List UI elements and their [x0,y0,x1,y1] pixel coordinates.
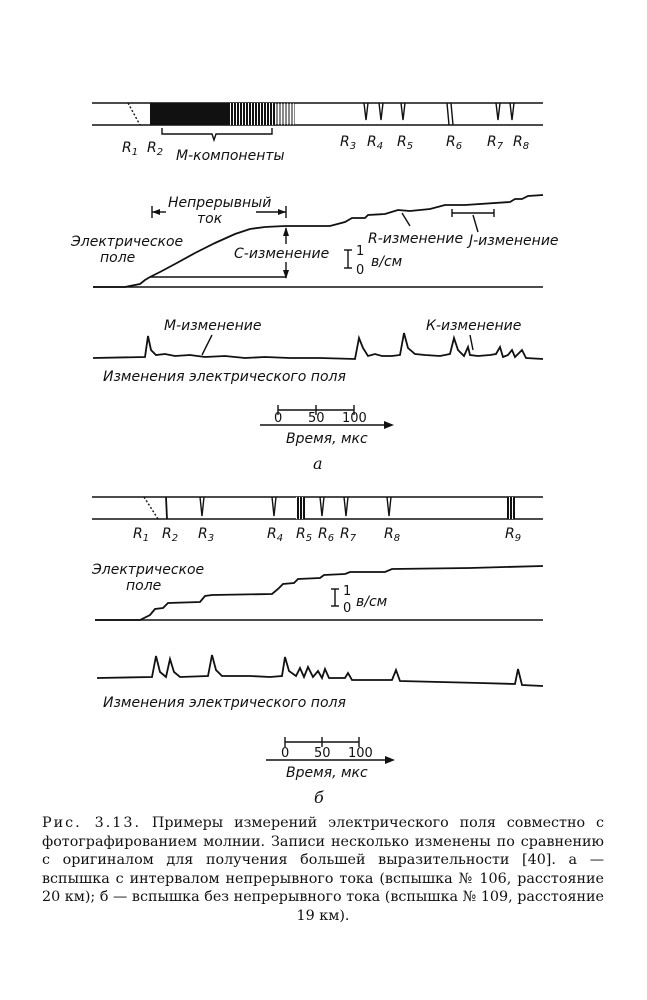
c-change-label: C-изменение [234,246,330,262]
film-label: $R_1$ [133,526,150,544]
electric-field-label-2: поле [100,250,136,266]
electric-field-label-b: Электрическое [92,562,205,578]
continuous-current-label-2: ток [197,211,223,227]
j-change-label: J-изменение [469,233,559,249]
film-label: $R_3$ [340,134,357,152]
k-change-label: К-изменение [426,318,522,334]
m-change-label: М-изменение [164,318,262,334]
panel-a [70,103,559,473]
film-label: $R_5$ [296,526,313,544]
film-label: $R_9$ [505,526,522,544]
r-change-label: R-изменение [368,231,464,247]
caption-prefix: Рис. 3.13. [42,815,141,831]
time-scale-a [260,405,394,447]
svg-text:100: 100 [348,746,373,761]
svg-text:0: 0 [356,263,365,278]
field-scale-b [331,584,388,616]
j-change-bracket [452,209,494,232]
k-change-pointer [470,335,473,350]
time-scale-b [266,737,395,781]
panel-b [91,497,543,807]
film-label: $R_7$ [487,134,504,152]
continuous-current-label: Непрерывный [168,195,272,211]
svg-text:50: 50 [314,746,331,761]
film-label: $R_4$ [367,134,384,152]
film-label: $R_2$ [147,140,164,158]
field-change-trace-b [97,655,543,686]
panel-b-letter: б [314,788,324,807]
svg-text:0: 0 [281,746,290,761]
electric-field-label: Электрическое [71,234,184,250]
film-label: $R_8$ [384,526,401,544]
electric-field-label-b-2: поле [126,578,162,594]
field-changes-label: Изменения электрического поля [103,369,346,385]
field-change-trace-a [93,333,543,359]
svg-text:0: 0 [343,601,352,616]
film-label: $R_1$ [122,140,139,158]
m-components-label: М-компоненты [176,148,285,164]
film-label: $R_4$ [267,526,284,544]
time-label-a: Время, мкс [286,431,368,447]
m-components-brace [162,128,272,140]
svg-text:в/см: в/см [356,594,388,610]
film-label: $R_6$ [318,526,335,544]
film-label: $R_5$ [397,134,414,152]
film-strip-a [92,103,543,125]
film-label: $R_8$ [513,134,530,152]
film-label: $R_6$ [446,134,463,152]
film-labels-b [133,526,521,544]
m-change-pointer [202,335,212,355]
svg-text:100: 100 [342,411,367,426]
film-label: $R_2$ [162,526,179,544]
film-strip-b [92,497,543,519]
caption-text: Примеры измерений электрического поля совместно с фотографированием молнии. Записи несколько изменены по сравнению с оригиналом для получения большей выразительности [40]. а — вспышка с интервалом непрерывного тока (вспышка № 106, расстояние 20 км); б — вспышка без непрерывного тока (вспышка № 109, расстояние 19 км). [42,815,605,924]
svg-text:1: 1 [343,584,352,599]
svg-text:50: 50 [308,411,325,426]
time-label-b: Время, мкс [286,765,368,781]
r-change-pointer [402,213,410,226]
film-label: $R_3$ [198,526,215,544]
m-component-block [150,103,230,125]
field-scale-a [344,244,403,278]
svg-text:0: 0 [274,411,283,426]
film-label: $R_7$ [340,526,357,544]
field-changes-label-b: Изменения электрического поля [103,695,346,711]
panel-a-letter: а [313,454,323,473]
figure-caption [42,814,604,926]
svg-text:1: 1 [356,244,365,259]
svg-text:в/см: в/см [371,254,403,270]
